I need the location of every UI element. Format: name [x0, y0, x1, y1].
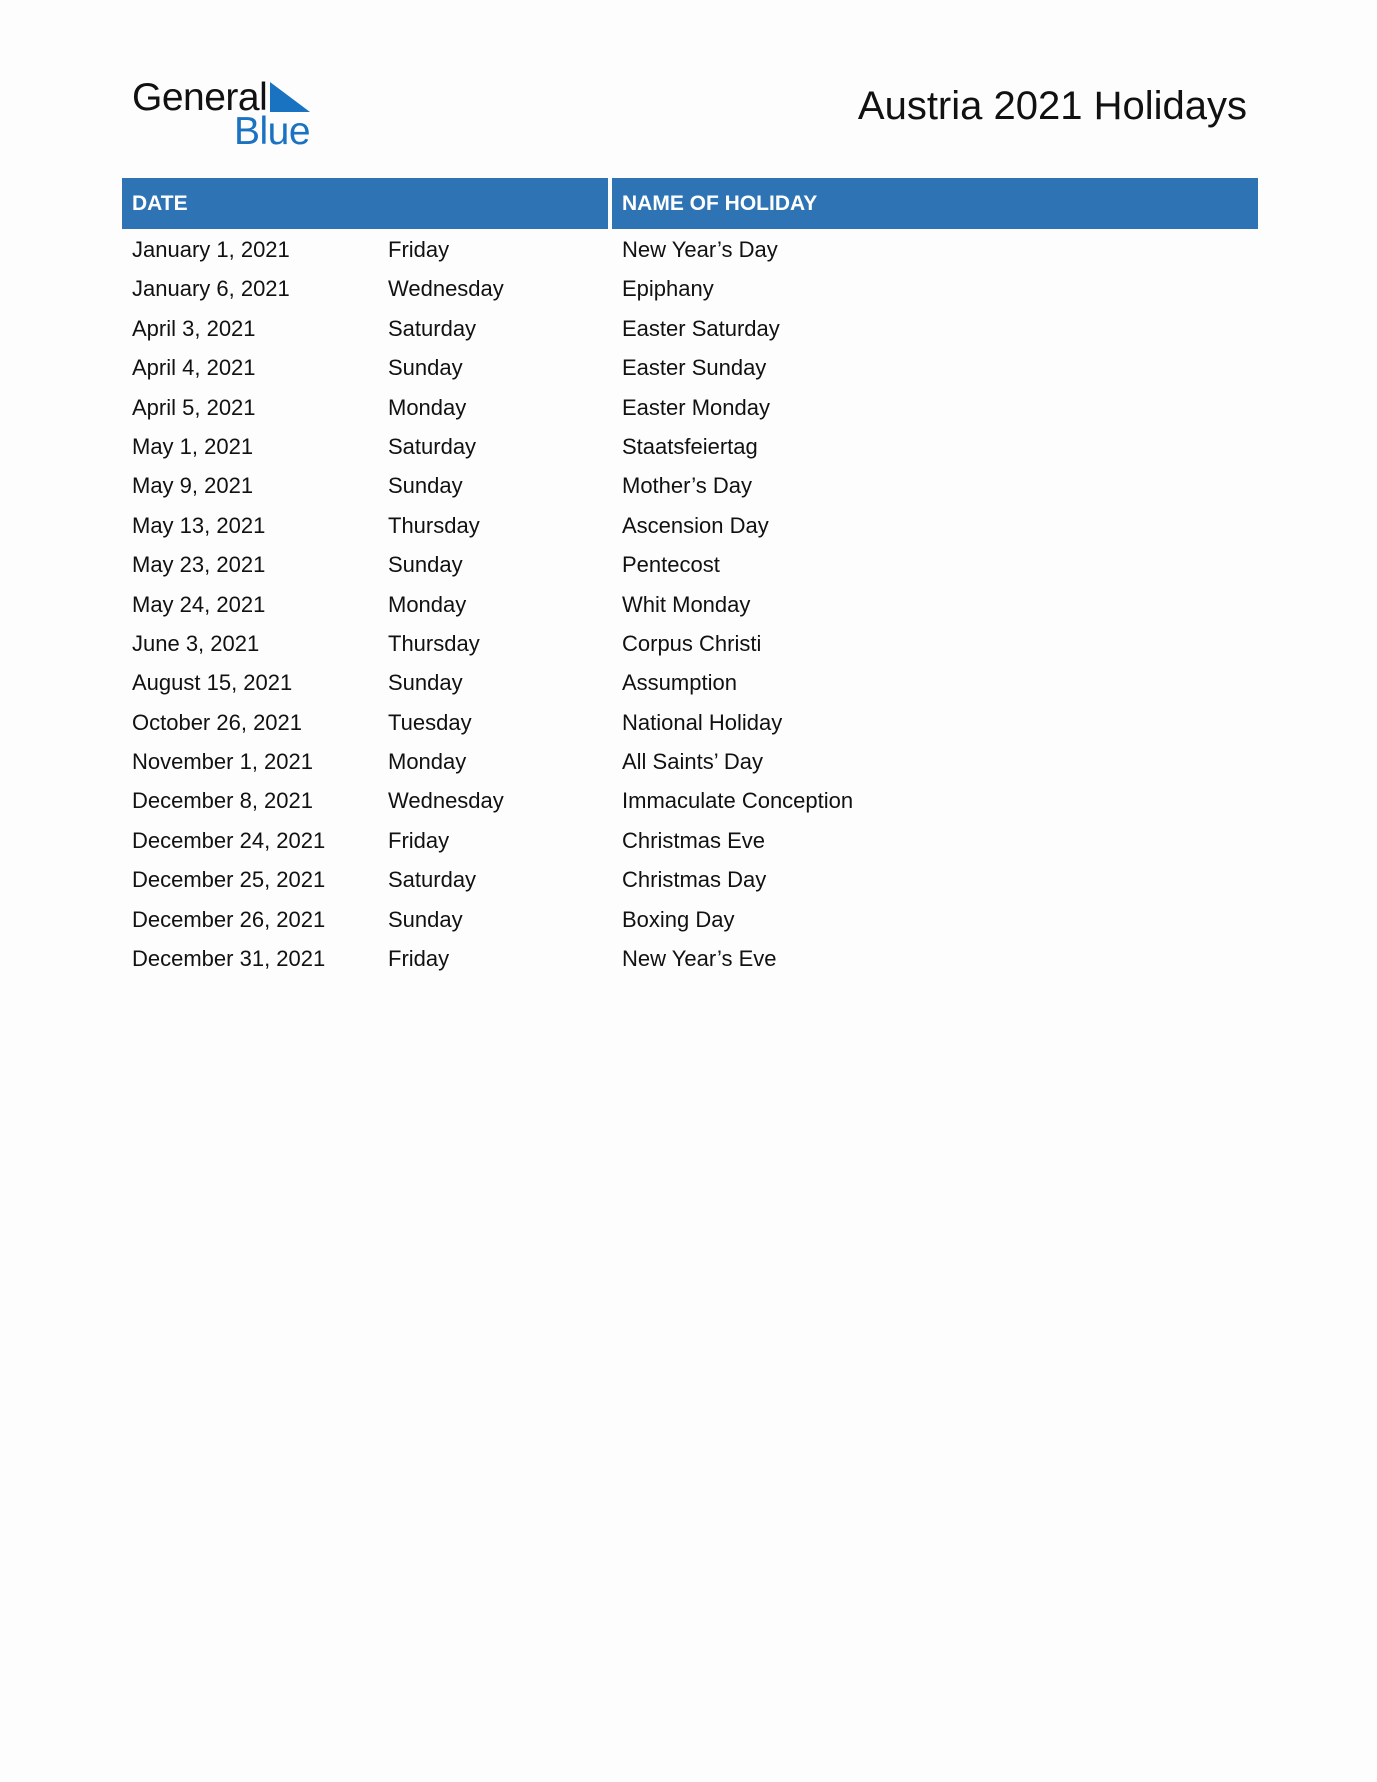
logo-word-general: General — [132, 76, 268, 119]
holiday-name: Boxing Day — [622, 906, 735, 932]
holiday-date: August 15, 2021 — [132, 670, 293, 696]
logo-triangle-icon — [270, 82, 310, 112]
table-row — [0, 269, 1377, 308]
holiday-date: May 1, 2021 — [132, 433, 254, 459]
holiday-weekday: Monday — [388, 591, 467, 617]
holiday-name: Whit Monday — [622, 591, 751, 617]
table-row — [0, 860, 1377, 899]
holiday-weekday: Monday — [388, 749, 467, 775]
holiday-weekday: Wednesday — [388, 276, 504, 302]
holiday-date: November 1, 2021 — [132, 749, 313, 775]
holiday-date: April 4, 2021 — [132, 355, 256, 381]
table-row — [0, 781, 1377, 820]
holiday-weekday: Sunday — [388, 552, 463, 578]
holiday-weekday: Wednesday — [388, 788, 504, 814]
page-title: Austria 2021 Holidays — [857, 84, 1247, 128]
holiday-date: May 23, 2021 — [132, 552, 266, 578]
holiday-name: Christmas Day — [622, 867, 767, 893]
holiday-date: December 8, 2021 — [132, 788, 313, 814]
holiday-name: New Year’s Eve — [622, 946, 777, 972]
holiday-date: December 31, 2021 — [132, 946, 326, 972]
holiday-weekday: Tuesday — [388, 709, 472, 735]
table-row — [0, 506, 1377, 545]
header-date: DATE — [122, 178, 608, 229]
holiday-weekday: Friday — [388, 237, 450, 262]
logo-word-blue: Blue — [234, 110, 311, 153]
table-row — [0, 939, 1377, 978]
holiday-date: June 3, 2021 — [132, 630, 260, 656]
table-row — [0, 821, 1377, 860]
holiday-name: Mother’s Day — [622, 473, 753, 499]
holiday-date: December 26, 2021 — [132, 906, 326, 932]
holiday-weekday: Saturday — [388, 315, 477, 341]
holiday-date: December 24, 2021 — [132, 827, 326, 853]
holiday-name: Pentecost — [622, 552, 720, 578]
holiday-date: October 26, 2021 — [132, 709, 303, 735]
holiday-date: May 13, 2021 — [132, 512, 266, 538]
table-row — [0, 466, 1377, 505]
holiday-name: Corpus Christi — [622, 630, 762, 656]
holiday-name: Ascension Day — [622, 512, 769, 538]
table-row — [0, 624, 1377, 663]
table-row — [0, 585, 1377, 624]
holiday-date: May 24, 2021 — [132, 591, 266, 617]
holiday-date: January 1, 2021 — [132, 237, 290, 262]
holiday-date: April 5, 2021 — [132, 394, 256, 420]
holiday-name: Easter Monday — [622, 394, 770, 420]
holiday-table-body — [0, 230, 1377, 978]
holiday-weekday: Thursday — [388, 512, 480, 538]
header-holiday-name: NAME OF HOLIDAY — [612, 178, 1258, 229]
holiday-name: All Saints’ Day — [622, 749, 764, 775]
holiday-name: Easter Sunday — [622, 355, 767, 381]
holiday-name: Staatsfeiertag — [622, 433, 758, 459]
holiday-weekday: Monday — [388, 394, 467, 420]
holiday-weekday: Saturday — [388, 867, 477, 893]
holiday-name: Christmas Eve — [622, 827, 766, 853]
table-row — [0, 545, 1377, 584]
table-row — [0, 663, 1377, 702]
holiday-name: Immaculate Conception — [622, 788, 854, 814]
holiday-name: Easter Saturday — [622, 315, 780, 341]
table-row — [0, 348, 1377, 387]
holiday-weekday: Saturday — [388, 433, 477, 459]
holiday-weekday: Sunday — [388, 473, 463, 499]
table-row — [0, 427, 1377, 466]
table-row — [0, 742, 1377, 781]
holiday-date: January 6, 2021 — [132, 276, 290, 302]
holiday-date: May 9, 2021 — [132, 473, 254, 499]
holiday-weekday: Friday — [388, 827, 450, 853]
holiday-weekday: Sunday — [388, 670, 463, 696]
general-blue-logo — [130, 74, 330, 154]
table-row — [0, 388, 1377, 427]
holiday-name: National Holiday — [622, 709, 783, 735]
holiday-weekday: Sunday — [388, 906, 463, 932]
holiday-weekday: Thursday — [388, 630, 480, 656]
holiday-date: December 25, 2021 — [132, 867, 326, 893]
holiday-name: Assumption — [622, 670, 737, 696]
table-row — [0, 703, 1377, 742]
table-row — [0, 900, 1377, 939]
holiday-name: New Year’s Day — [622, 237, 778, 262]
holiday-weekday: Friday — [388, 946, 450, 972]
table-row — [0, 309, 1377, 348]
holiday-date: April 3, 2021 — [132, 315, 256, 341]
holiday-name: Epiphany — [622, 276, 714, 302]
holiday-weekday: Sunday — [388, 355, 463, 381]
table-header — [122, 178, 1258, 229]
table-row — [0, 230, 1377, 269]
